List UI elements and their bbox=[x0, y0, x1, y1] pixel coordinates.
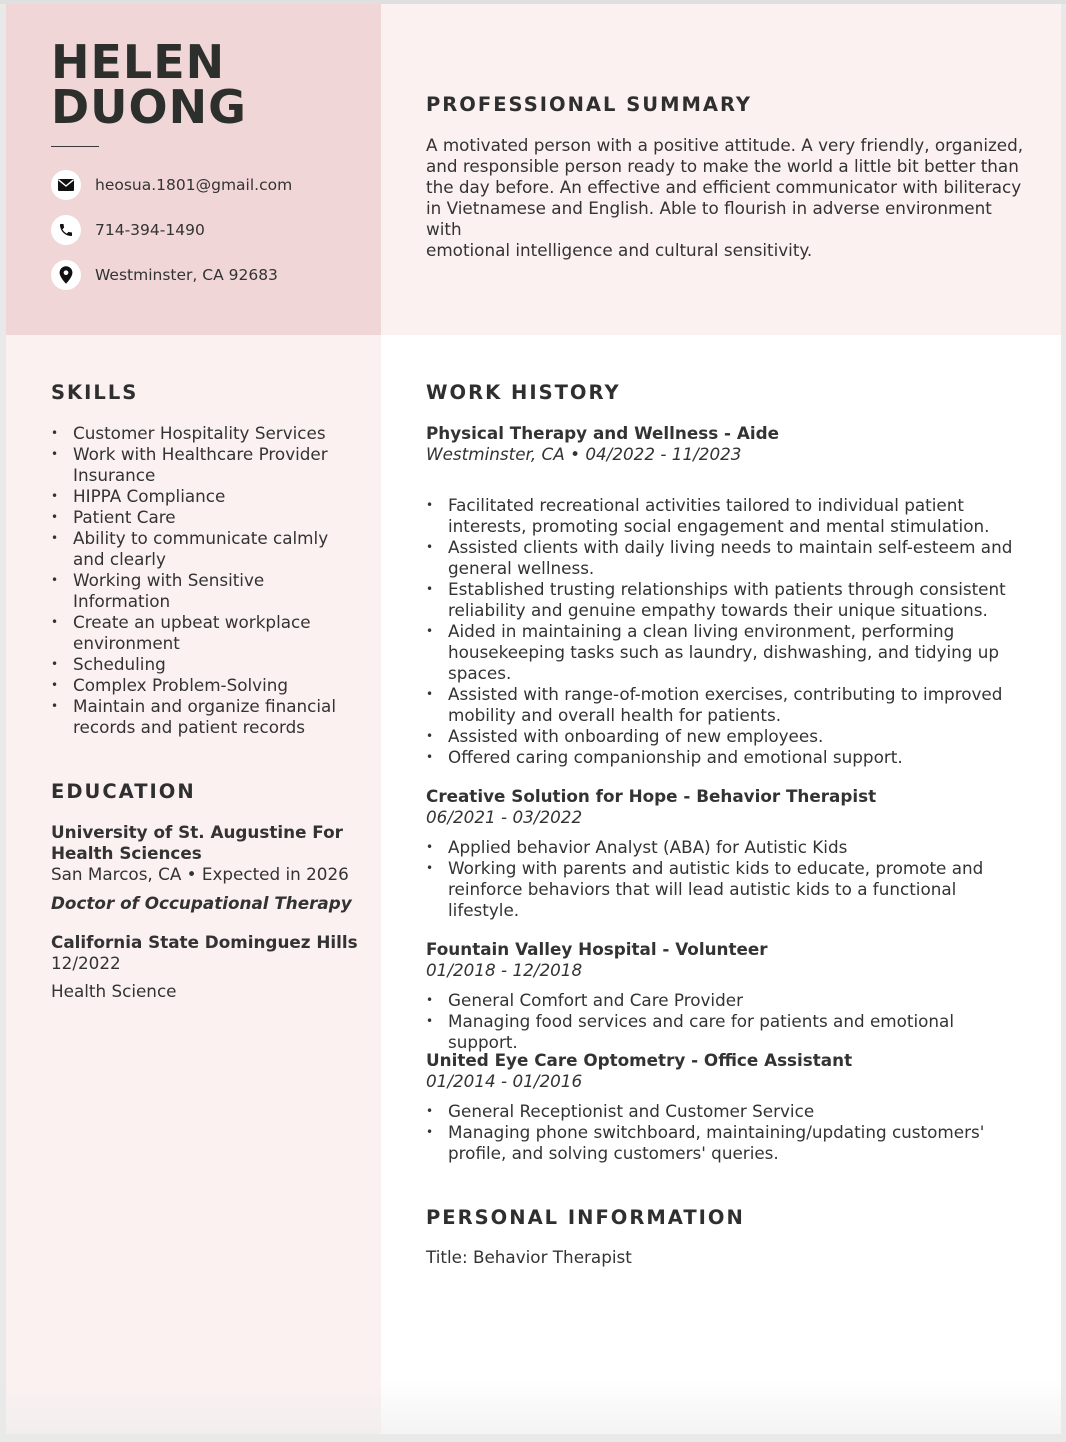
job-entry bbox=[426, 939, 1026, 1053]
location-pin-icon bbox=[51, 260, 81, 290]
job-bullet: • Offered caring companionship and emotional support. bbox=[426, 747, 1026, 768]
job-bullet: • Aided in maintaining a clean living environment, performing housekeeping tasks such as laundry, dishwashing, and tidying up spaces. bbox=[426, 621, 1026, 684]
summary-line: A motivated person with a positive attitude. A very friendly, organized, bbox=[426, 135, 1024, 155]
education-entry bbox=[51, 932, 361, 1002]
work-history-heading: WORK HISTORY bbox=[426, 381, 621, 404]
contact-email bbox=[51, 170, 292, 200]
contact-location bbox=[51, 260, 278, 290]
job-bullet: • Applied behavior Analyst (ABA) for Autistic Kids bbox=[426, 837, 1026, 858]
degree-name: Doctor of Occupational Therapy bbox=[51, 893, 352, 913]
skill-item: • HIPPA Compliance bbox=[51, 486, 351, 507]
skills-heading: SKILLS bbox=[51, 381, 139, 404]
summary-line: the day before. An effective and efficient communicator with biliteracy bbox=[426, 177, 1022, 197]
contact-phone bbox=[51, 215, 205, 245]
job-bullet: • General Comfort and Care Provider bbox=[426, 990, 1026, 1011]
job-bullets bbox=[426, 990, 1026, 1053]
skill-item: • Scheduling bbox=[51, 654, 351, 675]
education-entry bbox=[51, 822, 361, 914]
job-bullet: • Assisted with range-of-motion exercises, contributing to improved mobility and overall health for patients. bbox=[426, 684, 1026, 726]
job-bullet: • Facilitated recreational activities tailored to individual patient interests, promoting social engagement and mental stimulation. bbox=[426, 495, 1026, 537]
school-meta: San Marcos, CA • Expected in 2026 bbox=[51, 864, 349, 884]
job-entry bbox=[426, 786, 1026, 921]
resume-page bbox=[6, 4, 1061, 1434]
job-bullets bbox=[426, 837, 1026, 921]
school-name: University of St. Augustine For Health Sciences bbox=[51, 822, 343, 863]
field-of-study: Health Science bbox=[51, 981, 177, 1001]
summary-line: emotional intelligence and cultural sensitivity. bbox=[426, 240, 813, 260]
bottom-fade bbox=[6, 1379, 1061, 1434]
school-name: California State Dominguez Hills bbox=[51, 932, 358, 952]
personal-title: Title: Behavior Therapist bbox=[426, 1247, 632, 1267]
job-bullet: • Managing food services and care for patients and emotional support. bbox=[426, 1011, 1026, 1053]
skills-list bbox=[51, 423, 351, 738]
job-meta: 06/2021 - 03/2022 bbox=[426, 807, 583, 827]
job-bullet: • Working with parents and autistic kids to educate, promote and reinforce behaviors that will lead autistic kids to a functional lifestyle. bbox=[426, 858, 1026, 921]
job-title: Fountain Valley Hospital - Volunteer bbox=[426, 939, 768, 959]
job-title: Creative Solution for Hope - Behavior Therapist bbox=[426, 786, 877, 806]
job-bullet: • Assisted with onboarding of new employees. bbox=[426, 726, 1026, 747]
job-title: Physical Therapy and Wellness - Aide bbox=[426, 423, 779, 443]
job-meta: Westminster, CA • 04/2022 - 11/2023 bbox=[426, 444, 742, 464]
skill-item: • Ability to communicate calmly and clearly bbox=[51, 528, 351, 570]
last-name: DUONG bbox=[51, 80, 247, 134]
personal-info-heading: PERSONAL INFORMATION bbox=[426, 1206, 745, 1229]
job-bullet: • Assisted clients with daily living needs to maintain self-esteem and general wellness. bbox=[426, 537, 1026, 579]
email-text: heosua.1801@gmail.com bbox=[95, 176, 293, 194]
job-meta: 01/2014 - 01/2016 bbox=[426, 1071, 583, 1091]
education-heading: EDUCATION bbox=[51, 780, 196, 803]
candidate-name bbox=[51, 35, 247, 134]
name-divider bbox=[51, 146, 99, 147]
skill-item: • Working with Sensitive Information bbox=[51, 570, 351, 612]
job-bullet: • General Receptionist and Customer Service bbox=[426, 1101, 1026, 1122]
job-entry bbox=[426, 1050, 1026, 1164]
summary-line: in Vietnamese and English. Able to flourish in adverse environment with bbox=[426, 198, 992, 239]
job-bullets bbox=[426, 1101, 1026, 1164]
job-bullets bbox=[426, 495, 1026, 768]
skill-item: • Complex Problem-Solving bbox=[51, 675, 351, 696]
phone-text: 714-394-1490 bbox=[95, 221, 205, 239]
skill-item: • Work with Healthcare Provider Insurance bbox=[51, 444, 351, 486]
envelope-icon bbox=[51, 170, 81, 200]
skill-item: • Patient Care bbox=[51, 507, 351, 528]
skill-item: • Maintain and organize financial records and patient records bbox=[51, 696, 351, 738]
job-bullet: • Established trusting relationships with patients through consistent reliability and genuine empathy towards their unique situations. bbox=[426, 579, 1026, 621]
job-entry bbox=[426, 423, 1026, 768]
job-title: United Eye Care Optometry - Office Assistant bbox=[426, 1050, 853, 1070]
summary-line: and responsible person ready to make the world a little bit better than bbox=[426, 156, 1019, 176]
summary-heading: PROFESSIONAL SUMMARY bbox=[426, 93, 753, 116]
skill-item: • Customer Hospitality Services bbox=[51, 423, 351, 444]
job-bullet: • Managing phone switchboard, maintaining/updating customers' profile, and solving customers' queries. bbox=[426, 1122, 1026, 1164]
skill-item: • Create an upbeat workplace environment bbox=[51, 612, 351, 654]
job-meta: 01/2018 - 12/2018 bbox=[426, 960, 583, 980]
phone-icon bbox=[51, 215, 81, 245]
school-meta: 12/2022 bbox=[51, 953, 121, 973]
location-text: Westminster, CA 92683 bbox=[95, 266, 278, 284]
first-name: HELEN bbox=[51, 35, 226, 89]
summary-text bbox=[426, 135, 1026, 261]
